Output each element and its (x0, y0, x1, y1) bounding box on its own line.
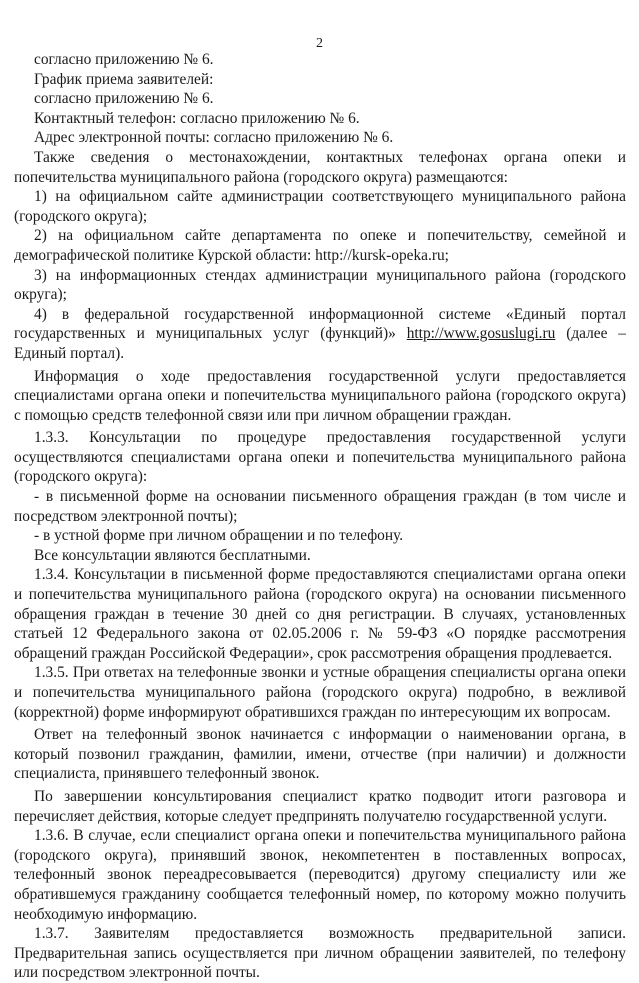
page-number: 2 (316, 36, 323, 51)
text-line: График приема заявителей: (34, 70, 214, 88)
paragraph: 1.3.7. Заявителям предоставляется возможность предварительной записи. Предварительная запись осуществляется при личном обращении заявителей, по телефону или посредством электронной почты. (14, 925, 626, 982)
text-line: Адрес электронной почты: согласно приложению № 6. (34, 129, 394, 147)
paragraph-portal (14, 305, 626, 364)
paragraph: 2) на официальном сайте департамента по опеке и попечительству, семейной и демографической политике Курской области: http://kursk-opeka.ru; (14, 227, 626, 264)
paragraph: По завершении консультирования специалист кратко подводит итоги разговора и перечисляет действия, которые следует предпринять получателю государственной услуги. (14, 787, 626, 825)
paragraph: 1.3.3. Консультации по процедуре предоставления государственной услуги осуществляются специалистами органа опеки и попечительства муниципального района (городского округа): (14, 429, 626, 486)
paragraph: Все консультации являются бесплатными. (34, 546, 311, 564)
paragraph: Информация о ходе предоставления государственной услуги предоставляется специалистами органа опеки и попечительства муниципального района (городского округа) с помощью средств телефонной связи или при личном обращении граждан. (14, 367, 626, 424)
paragraph: Также сведения о местонахождении, контактных телефонах органа опеки и попечительства муниципального района (городского округа) размещаются: (14, 148, 626, 186)
paragraph: 1.3.4. Консультации в письменной форме предоставляются специалистами органа опеки и попечительства муниципального района (городского округа) на основании письменного обращения граждан в течение 30 дней со дня регистрации. В случаях, установленных статьей 12 Федерального закона от 02.05.2006 г. № 59-ФЗ «О порядке рассмотрения обращений граждан Российской Федерации», срок рассмотрения обращения продлевается. (14, 566, 626, 662)
paragraph: 1.3.5. При ответах на телефонные звонки и устные обращения специалисты органа опеки и попечительства муниципального района (городского округа) подробно, в вежливой (корректной) форме информируют обратившихся граждан по интересующим их вопросам. (14, 664, 626, 721)
paragraph: 3) на информационных стендах администрации муниципального района (городского округа); (14, 266, 626, 304)
document-body (14, 50, 626, 983)
paragraph: - в письменной форме на основании письменного обращения граждан (в том числе и посредством электронной почты); (14, 488, 626, 525)
text-line: согласно приложению № 6. (34, 90, 214, 108)
paragraph: 1.3.6. В случае, если специалист органа опеки и попечительства муниципального района (городского округа), принявший звонок, некомпетентен в поставленных вопросах, телефонный звонок переадресовывается (переводится) другому специалисту или же обратившемуся гражданину сообщается телефонный номер, по которому можно получить необходимую информацию. (14, 827, 626, 923)
paragraph: 1) на официальном сайте администрации соответствующего муниципального района (городского округа); (14, 188, 626, 225)
text-line: Контактный телефон: согласно приложению № 6. (34, 109, 360, 127)
paragraph: Ответ на телефонный звонок начинается с информации о наименовании органа, в который позвонил гражданин, фамилии, имени, отчестве (при наличии) и должности специалиста, принявшего телефонный звонок. (14, 726, 626, 783)
gosuslugi-link[interactable]: http://www.gosuslugi.ru (406, 325, 556, 343)
paragraph-text: 4) в федеральной государственной информационной системе «Единый портал государственных и муниципальных услуг (функций)» (14, 305, 626, 343)
paragraph: - в устной форме при личном обращении и по телефону. (34, 527, 404, 545)
paragraph-text: (далее – Единый портал). (14, 325, 626, 362)
text-line: согласно приложению № 6. (34, 51, 214, 68)
